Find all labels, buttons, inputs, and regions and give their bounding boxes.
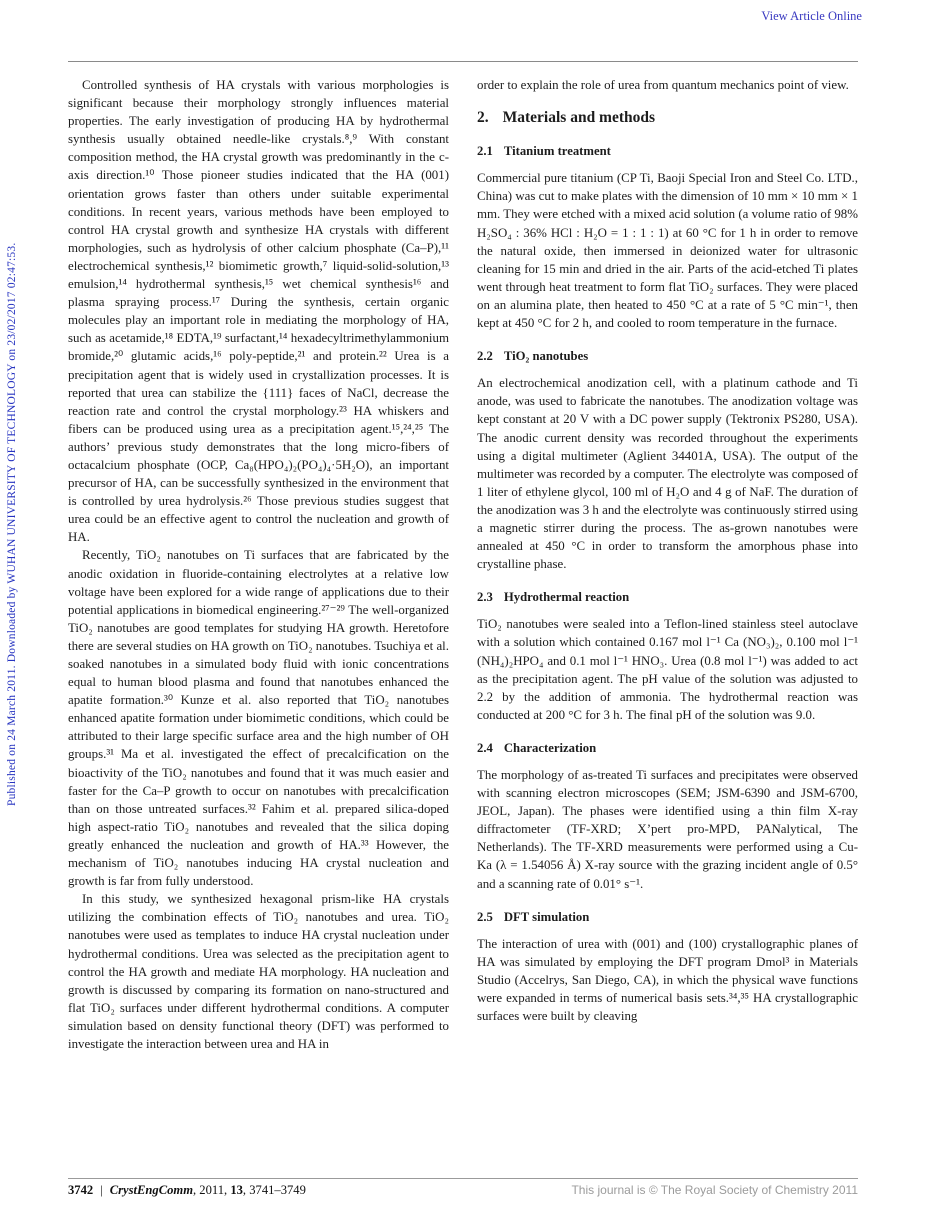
- subsection-number: 2.3: [477, 590, 493, 605]
- footer-citation: [68, 1183, 306, 1198]
- header-divider: [68, 61, 858, 62]
- subsection-body: The morphology of as-treated Ti surfaces and precipitates were observed with scanning electron microscopes (SEM; JSM-6390 and JSM-6700, JEOL, Japan). The phases were identified using a thin film X-ray diffractometer (TF-XRD; X’pert pro-MPD, PANalytical, The Netherlands). The TF-XRD measurements were performed using a Cu-Ka (λ = 1.54056 Å) X-ray source with the grazing incident angle of 0.5° and a scanning rate of 0.01° s⁻¹.: [477, 768, 858, 891]
- subsection-number: 2.2: [477, 349, 493, 364]
- subsection-title: Characterization: [503, 740, 597, 755]
- paragraph: Controlled synthesis of HA crystals with various morphologies is significant because their morphology strongly influences material properties. The early investigation of producing HA by hydrothermal synthesis usually obtained needle-like crystals.⁸,⁹ With constant composition method, the HA crystal growth was predominantly in the c-axis direction.¹⁰ Those pioneer studies indicated that the HA (001) orientation grows faster than others under suitable experimental conditions. In recent years, various methods have been employed to control HA crystal growth and synthesize HA crystals with different morphologies, such as hydrolysis of other calcium phosphate (Ca–P),¹¹ electrochemical synthesis,¹² biomimetic growth,⁷ liquid-solid-solution,¹³ emulsion,¹⁴ hydrothermal synthesis,¹⁵ wet chemical synthesis¹⁶ and plasma spraying process.¹⁷ During the synthesis, certain organic molecules play an important role in mediating the morphology of HA, such as acetamide,¹⁸ EDTA,¹⁹ surfactant,¹⁴ hexadecyltrimethylammonium bromide,²⁰ glutamic acids,¹⁶ poly-peptide,²¹ and protein.²² Urea is a precipitation agent that is widely used in crystallization processes. It is reported that urea can stabilize the {111} faces of NaCl, decrease the reaction rate and control the crystal morphology.²³ HA whiskers and fibers can be produced using urea as a precipitation agent.¹⁵,²⁴,²⁵ The authors’ previous study demonstrates that the long micro-fibers of octacalcium phosphate (OCP, Ca₈(HPO₄)₂(PO₄)₄·5H₂O), an important precursor of HA, can be successfully synthesized in the environment that is controlled by urea hydrolysis.²⁶ Those previous studies suggest that urea could be an effective agent to control the nucleation and growth of HA.: [68, 78, 449, 545]
- subsection-heading-dft-simulation: [477, 908, 858, 926]
- section-title: Materials and methods: [502, 109, 656, 127]
- footer-pages: , 3741–3749: [242, 1183, 306, 1197]
- article-body: [68, 76, 858, 1176]
- section-heading-materials-and-methods: [477, 109, 858, 127]
- subsection-heading-hydrothermal-reaction: [477, 588, 858, 606]
- footer-citation-year: , 2011,: [193, 1183, 231, 1197]
- left-column: [68, 76, 449, 1176]
- subsection-heading-tio2-nanotubes: [477, 347, 858, 365]
- subsection-heading-characterization: [477, 739, 858, 757]
- subsection-number: 2.4: [477, 740, 493, 755]
- footer-journal-name: CrystEngComm: [109, 1183, 193, 1197]
- footer-page-number: 3742: [68, 1183, 94, 1197]
- subsection-title: TiO₂ nanotubes: [503, 349, 589, 364]
- subsection-number: 2.1: [477, 144, 493, 159]
- footer-separator: |: [100, 1183, 103, 1197]
- subsection-title: DFT simulation: [503, 909, 590, 924]
- subsection-body: The interaction of urea with (001) and (100) crystallographic planes of HA was simulated by employing the DFT program Dmol³ in Materials Studio (Accelrys, San Diego, CA), in which the physical wave functions were expanded in terms of numerical basis sets.³⁴,³⁵ HA crystallographic surfaces were built by cleaving: [477, 936, 858, 1024]
- page-footer: [68, 1183, 858, 1198]
- subsection-body: An electrochemical anodization cell, with a platinum cathode and Ti anode, was used to fabricate the nanotubes. The anodization voltage was kept constant at 20 V with a DC power supply (Tektronix PS280, USA). The anodic current density was recorded throughout the experiments using a digital multimeter (Aglient 34401A, USA). The output of the multimeter was recorded by a computer. The electrolyte was composed of 1 liter of ethylene glycol, 100 ml of H₂O and 4 g of NaF. The duration of the anodization was 3 h and the electrolyte was continuously stirred using a magnetic stirrer during the process. The as-grown nanotubes were annealed at 450 °C in order to transform the amorphous phase into crystalline phase.: [477, 376, 858, 572]
- subsection-body: TiO₂ nanotubes were sealed into a Teflon-lined stainless steel autoclave with a solution which contained 0.167 mol l⁻¹ Ca (NO₃)₂, 0.100 mol l⁻¹ (NH₄)₂HPO₄ and 0.1 mol l⁻¹ HNO₃. Urea (0.8 mol l⁻¹) was added to act as the precipitation agent. The pH value of the solution was adjusted to 2.2 by the addition of ammonia. The hydrothermal reaction was conducted at 200 °C for 3 h. The final pH of the solution was 9.0.: [477, 617, 858, 722]
- footer-divider: [68, 1178, 858, 1179]
- provenance-stamp: Published on 24 March 2011. Downloaded by WUHAN UNIVERSITY OF TECHNOLOGY on 23/02/2017 02:47:53.: [6, 242, 18, 806]
- subsection-title: Titanium treatment: [503, 144, 611, 159]
- section-number: 2.: [477, 109, 489, 127]
- paragraph: In this study, we synthesized hexagonal prism-like HA crystals utilizing the combination effects of TiO₂ nanotubes and urea. TiO₂ nanotubes were used as templates to induce HA crystal nucleation under hydrothermal conditions. Urea was selected as the precipitation agent to control the HA growth and mediate HA morphology. HA nucleation and growth is discussed by comparing its formation on nano-structured and flat TiO₂ surfaces under different hydrothermal conditions. A computer simulation based on density functional theory (DFT) was performed to investigate the interaction between urea and HA in: [68, 892, 449, 1051]
- subsection-number: 2.5: [477, 909, 493, 924]
- view-article-online-link[interactable]: View Article Online: [761, 9, 862, 23]
- footer-volume: 13: [230, 1183, 243, 1197]
- right-column: [477, 76, 858, 1176]
- subsection-body: Commercial pure titanium (CP Ti, Baoji Special Iron and Steel Co. LTD., China) was cut to make plates with the dimension of 10 mm × 10 mm × 1 mm. They were etched with a mixed acid solution (a volume ratio of 98% H₂SO₄ : 36% HCl : H₂O = 1 : 1 : 1) at 60 °C for 1 h in order to remove the natural oxide, then immersed in deionized water for ultrasonic cleaning for 15 min and dried in the air. Parts of the acid-etched Ti plates went through heat treatment to form flat TiO₂ surfaces. They were placed on an alumina plate, then heated to 450 °C at a rate of 5 °C min⁻¹, then kept at 450 °C for 2 h, and cooled to room temperature in the furnace.: [477, 171, 858, 331]
- subsection-title: Hydrothermal reaction: [503, 590, 630, 605]
- paragraph: Recently, TiO₂ nanotubes on Ti surfaces that are fabricated by the anodic oxidation in fluoride-containing electrolytes at a relative low voltage have been explored for a wide range of applications due to their potential applications in biomedical engineering.²⁷⁻²⁹ The well-organized TiO₂ nanotubes are good templates for studying HA growth. Heretofore there are several studies on HA growth on TiO₂ nanotubes. Tsuchiya et al. soaked nanotubes in a simulated body fluid with ionic concentrations equal to human blood plasma and found that nanotubes enhanced the apatite formation.³⁰ Kunze et al. also reported that TiO₂ nanotubes enhanced apatite formation under biomimetic conditions, which could be attributed to their large specific surface area and the high number of OH groups.³¹ Ma et al. investigated the effect of precalcification on the bioactivity of the TiO₂ nanotubes and found that it was much easier and faster for the Ca–P growth to occur on nanotubes with precalcification than on those untreated surfaces.³² Fahim et al. prepared silica-doped high aspect-ratio TiO₂ nanotubes and revealed that the silica doping greatly enhanced the nucleation and growth of HA.³³ However, the mechanism of TiO₂ nanotubes inducing HA crystal nucleation and growth is far from fully understood.: [68, 548, 449, 889]
- subsection-heading-titanium-treatment: [477, 142, 858, 160]
- footer-copyright: This journal is © The Royal Society of Chemistry 2011: [571, 1183, 858, 1197]
- paragraph: order to explain the role of urea from quantum mechanics point of view.: [477, 78, 849, 92]
